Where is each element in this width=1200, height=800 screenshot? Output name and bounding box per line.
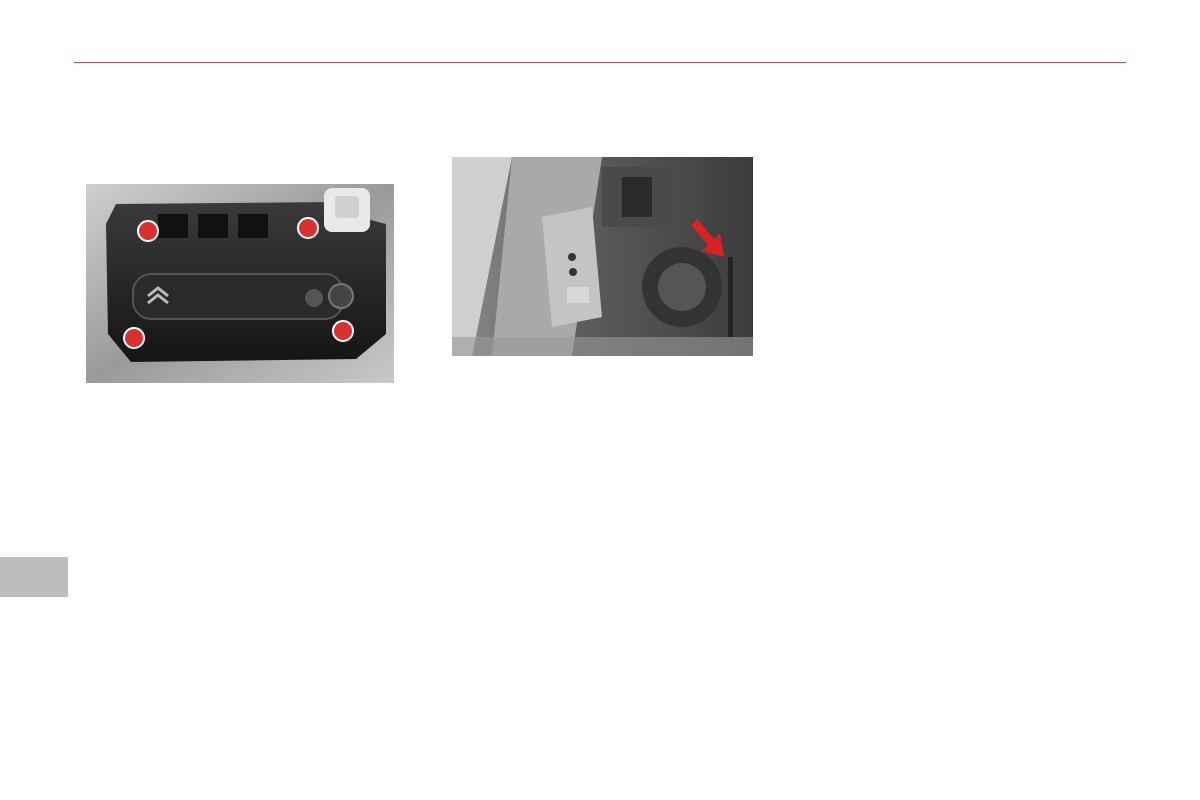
callout-4 — [124, 328, 144, 348]
callout-1 — [333, 321, 353, 341]
fuel-filter-photo — [452, 157, 753, 356]
title-divider — [74, 62, 1126, 63]
engine-cover-photo — [86, 184, 394, 383]
callout-2 — [298, 218, 318, 238]
callout-3 — [138, 221, 158, 241]
chapter-tab — [0, 557, 68, 597]
